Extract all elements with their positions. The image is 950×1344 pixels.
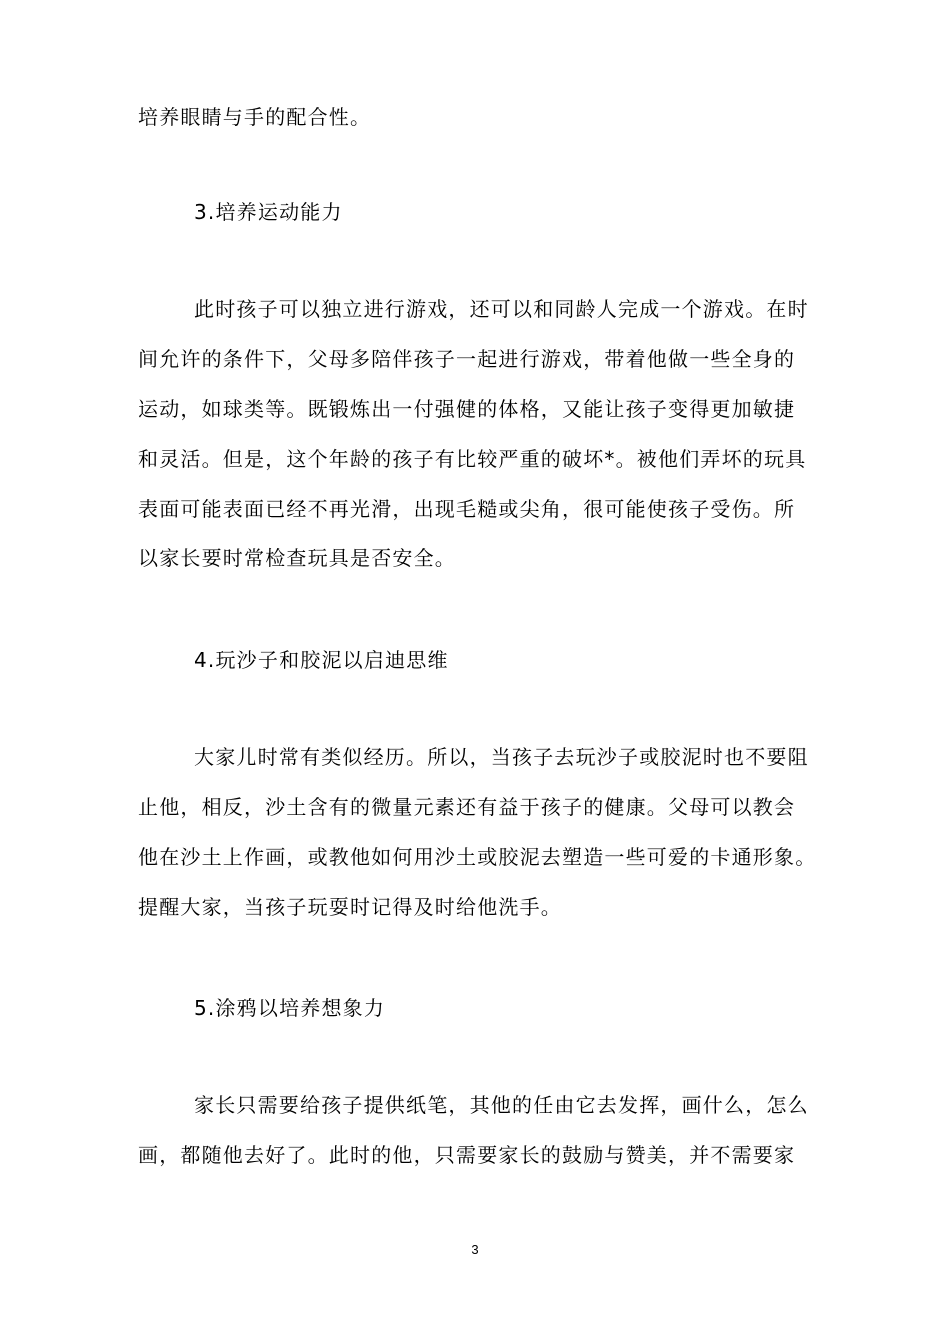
paragraph-line: 以家长要时常检查玩具是否安全。 xyxy=(138,546,456,570)
section-heading: 5.涂鸦以培养想象力 xyxy=(194,996,386,1020)
section-heading: 3.培养运动能力 xyxy=(194,200,343,224)
paragraph-line: 此时孩子可以独立进行游戏，还可以和同龄人完成一个游戏。在时 xyxy=(194,297,809,321)
paragraph-line: 止他，相反，沙土含有的微量元素还有益于孩子的健康。父母可以教会 xyxy=(138,795,796,819)
paragraph-line: 间允许的条件下，父母多陪伴孩子一起进行游戏，带着他做一些全身的 xyxy=(138,347,796,371)
page-number: 3 xyxy=(471,1242,479,1257)
paragraph-line: 他在沙土上作画，或教他如何用沙土或胶泥去塑造一些可爱的卡通形象。 xyxy=(138,845,817,869)
paragraph-line: 画，都随他去好了。此时的他，只需要家长的鼓励与赞美，并不需要家 xyxy=(138,1143,796,1167)
paragraph-line: 运动，如球类等。既锻炼出一付强健的体格，又能让孩子变得更加敏捷 xyxy=(138,397,796,421)
paragraph-line: 家长只需要给孩子提供纸笔，其他的任由它去发挥，画什么，怎么 xyxy=(194,1093,809,1117)
paragraph-line: 和灵活。但是，这个年龄的孩子有比较严重的破坏*。被他们弄坏的玩具 xyxy=(138,447,807,471)
paragraph-line: 表面可能表面已经不再光滑，出现毛糙或尖角，很可能使孩子受伤。所 xyxy=(138,497,796,521)
paragraph-line: 提醒大家，当孩子玩耍时记得及时给他洗手。 xyxy=(138,895,562,919)
section-heading: 4.玩沙子和胶泥以启迪思维 xyxy=(194,648,449,672)
paragraph-line: 培养眼睛与手的配合性。 xyxy=(138,105,372,129)
paragraph-line: 大家儿时常有类似经历。所以，当孩子去玩沙子或胶泥时也不要阻 xyxy=(194,745,809,769)
